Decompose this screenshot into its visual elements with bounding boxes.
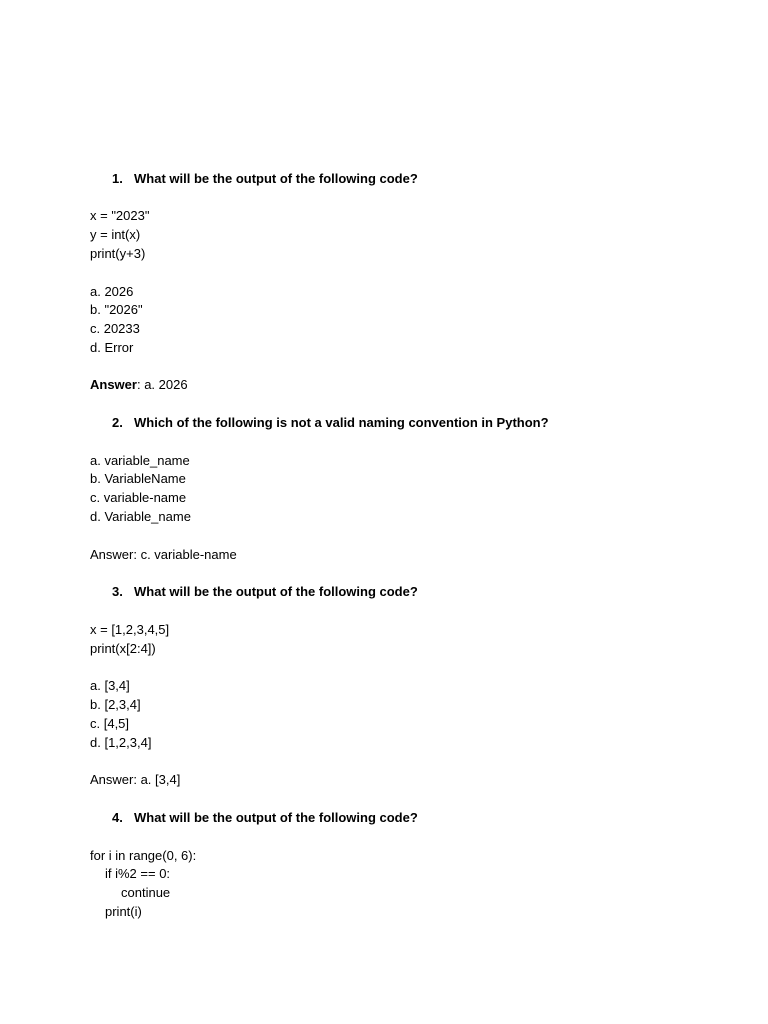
- option-c: c. 20233: [90, 321, 140, 336]
- answer-line: Answer: c. variable-name: [90, 547, 237, 562]
- option-a: a. variable_name: [90, 453, 190, 468]
- code-line: x = [1,2,3,4,5]: [90, 622, 170, 637]
- answer-line: Answer: a. [3,4]: [90, 772, 181, 787]
- answer-line: [90, 377, 188, 393]
- code-line: print(x[2:4]): [90, 641, 156, 656]
- question-text: What will be the output of the following code?: [134, 810, 418, 825]
- option-d: d. Error: [90, 340, 134, 355]
- answer-value: : a. 2026: [136, 377, 188, 392]
- option-c: c. variable-name: [90, 490, 187, 505]
- option-a: a. 2026: [90, 284, 134, 299]
- question-4-heading: [112, 810, 418, 826]
- option-c: c. [4,5]: [90, 716, 130, 731]
- option-b: b. VariableName: [90, 471, 186, 486]
- code-line: y = int(x): [90, 227, 141, 242]
- question-1-heading: [112, 171, 418, 187]
- option-b: b. [2,3,4]: [90, 697, 141, 712]
- option-a: a. [3,4]: [90, 678, 130, 693]
- answer-label: Answer: [90, 377, 137, 392]
- option-d: d. [1,2,3,4]: [90, 735, 152, 750]
- option-d: d. Variable_name: [90, 509, 191, 524]
- question-2-heading: [112, 415, 549, 431]
- question-text: What will be the output of the following code?: [134, 584, 418, 599]
- code-line: continue: [121, 885, 171, 900]
- code-line: print(y+3): [90, 246, 146, 261]
- question-number: 3.: [112, 584, 123, 599]
- question-number: 1.: [112, 171, 123, 186]
- question-text: Which of the following is not a valid naming convention in Python?: [134, 415, 549, 430]
- question-3-heading: [112, 584, 418, 600]
- code-line: for i in range(0, 6):: [90, 848, 197, 863]
- question-number: 4.: [112, 810, 123, 825]
- option-b: b. "2026": [90, 302, 143, 317]
- code-line: print(i): [105, 904, 142, 919]
- question-number: 2.: [112, 415, 123, 430]
- code-line: if i%2 == 0:: [105, 866, 171, 881]
- code-line: x = "2023": [90, 208, 150, 223]
- question-text: What will be the output of the following code?: [134, 171, 418, 186]
